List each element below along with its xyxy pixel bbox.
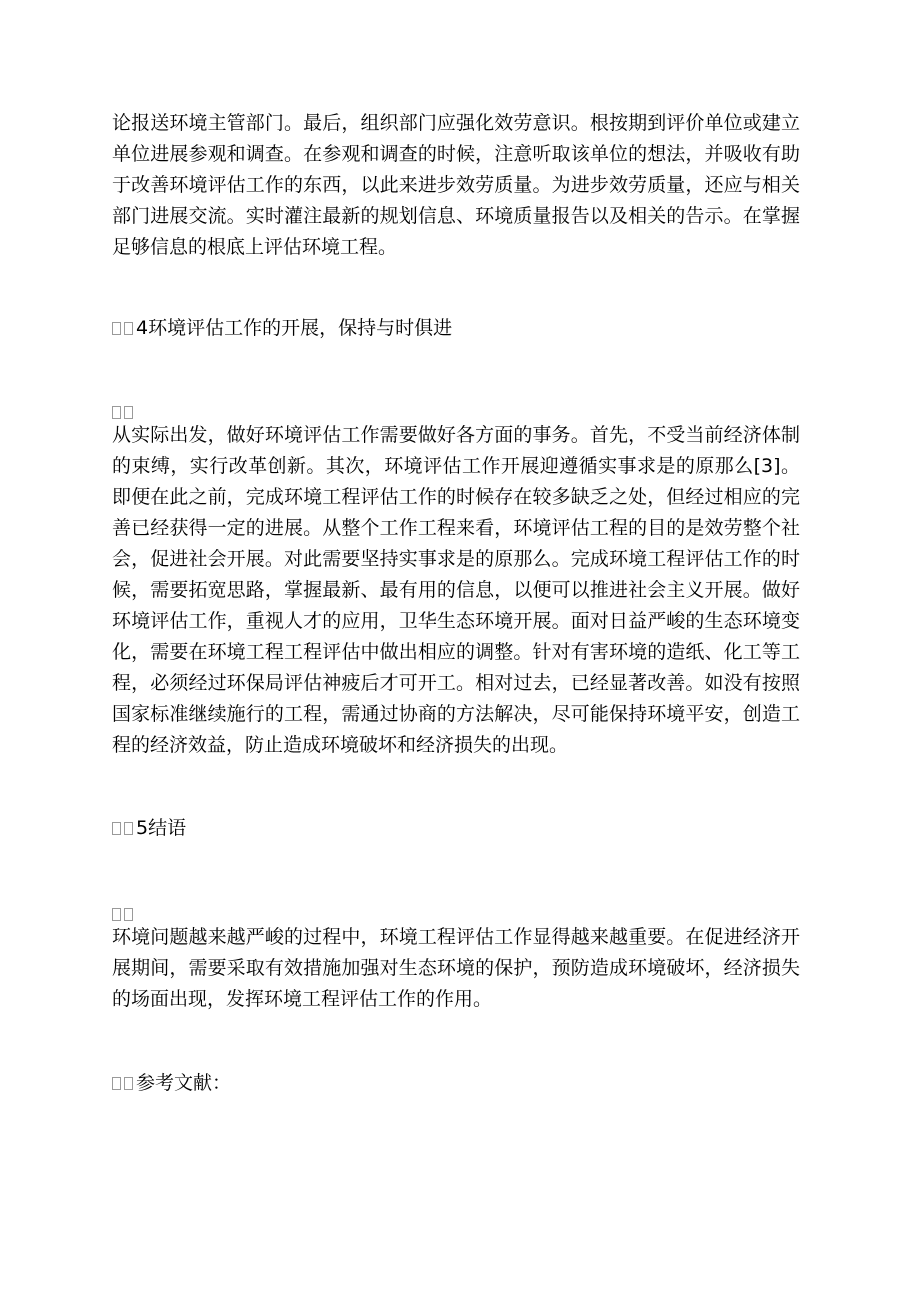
section-heading-4 — [112, 313, 800, 344]
paragraph-indent-marker — [112, 404, 800, 420]
missing-glyph-icon — [124, 1077, 133, 1090]
missing-glyph-icon — [124, 406, 133, 419]
missing-glyph-icon — [124, 322, 133, 335]
references-heading — [112, 1068, 800, 1099]
paragraph-conclusion: 环境问题越来越严峻的过程中，环境工程评估工作显得越来越重要。在促进经济开展期间，需要采取有效措施加强对生态环境的保护，预防造成环境破坏，经济损失的场面出现，发挥环境工程评估工作的作用。 — [112, 926, 800, 1010]
missing-glyph-icon — [112, 322, 121, 335]
paragraph-service-awareness: 论报送环境主管部门。最后，组织部门应强化效劳意识。根按期到评价单位或建立单位进展参观和调查。在参观和调查的时候，注意听取该单位的想法，并吸收有助于改善环境评估工作的东西，以此来进步效劳质量。为进步效劳质量，还应与相关部门进展交流。实时灌注最新的规划信息、环境质量报告以及相关的告示。在掌握足够信息的根底上评估环境工程。 — [112, 112, 800, 258]
missing-glyph-icon — [112, 822, 121, 835]
document-page — [112, 108, 800, 1099]
missing-glyph-icon — [112, 1077, 121, 1090]
missing-glyph-icon — [112, 406, 121, 419]
missing-glyph-icon — [124, 908, 133, 921]
section-heading-5 — [112, 813, 800, 844]
paragraph-assessment-practice: 从实际出发，做好环境评估工作需要做好各方面的事务。首先，不受当前经济体制的束缚，实行改革创新。其次，环境评估工作开展迎遵循实事求是的原那么[3]。即便在此之前，完成环境工程评估工作的时候存在较多缺乏之处，但经过相应的完善已经获得一定的进展。从整个工作工程来看，环境评估工程的目的是效劳整个社会，促进社会开展。对此需要坚持实事求是的原那么。完成环境工程评估工作的时候，需要拓宽思路，掌握最新、最有用的信息，以便可以推进社会主义开展。做好环境评估工作，重视人才的应用，卫华生态环境开展。面对日益严峻的生态环境变化，需要在环境工程工程评估中做出相应的调整。针对有害环境的造纸、化工等工程，必须经过环保局评估神疲后才可开工。相对过去，已经显著改善。如没有按照国家标准继续施行的工程，需通过协商的方法解决，尽可能保持环境平安，创造工程的经济效益，防止造成环境破坏和经济损失的出现。 — [112, 424, 800, 756]
section-heading-4-text: 4环境评估工作的开展，保持与时俱进 — [136, 317, 453, 339]
missing-glyph-icon — [124, 822, 133, 835]
missing-glyph-icon — [112, 908, 121, 921]
references-heading-text: 参考文献： — [136, 1072, 232, 1094]
paragraph-indent-marker — [112, 906, 800, 922]
section-heading-5-text: 5结语 — [136, 817, 187, 839]
